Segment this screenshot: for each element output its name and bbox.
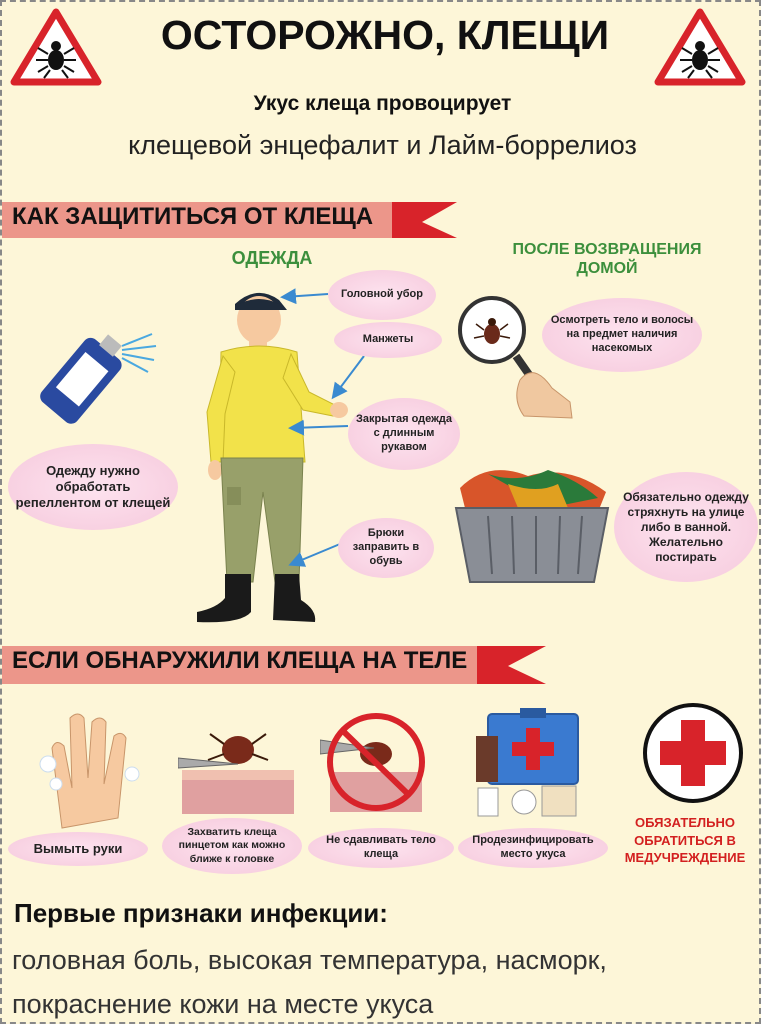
magnifier-tick-icon (454, 292, 574, 422)
step-wash-hands: Вымыть руки (8, 832, 148, 866)
step-doctor: ОБЯЗАТЕЛЬНО ОБРАТИТЬСЯ В МЕДУЧРЕЖДЕНИЕ (624, 815, 746, 866)
section-heading: КАК ЗАЩИТИТЬСЯ ОТ КЛЕЩА (12, 203, 374, 230)
signs-text (12, 938, 607, 1024)
red-cross-icon (640, 700, 746, 806)
spray-can-icon (30, 324, 165, 424)
tweezers-tick-icon (178, 710, 298, 820)
section-banner-found (2, 642, 550, 682)
signs-title: Первые признаки инфекции: (14, 898, 388, 928)
bubble-shake: Обязательно одежду стряхнуть на улице либо в ванной. Желательно постирать (614, 472, 758, 582)
bubble-cuffs: Манжеты (334, 322, 442, 358)
laundry-basket-icon (448, 464, 613, 586)
bubble-sleeves: Закрытая одежда с длинным рукавом (348, 398, 460, 470)
clothing-heading: ОДЕЖДА (231, 248, 313, 268)
no-squeeze-icon (320, 708, 432, 818)
bubble-hat: Головной убор (328, 270, 436, 320)
bubble-trousers: Брюки заправить в обувь (338, 518, 434, 578)
hand-washing-icon (32, 708, 144, 830)
subtitle: клещевой энцефалит и Лайм-боррелиоз (128, 130, 637, 160)
step-tweezers: Захватить клеща пинцетом как можно ближе к головке (162, 818, 302, 874)
first-aid-kit-icon (468, 708, 592, 822)
step-disinfect: Продезинфицировать место укуса (458, 828, 608, 868)
home-heading: ПОСЛЕ ВОЗВРАЩЕНИЯ ДОМОЙ (512, 241, 702, 278)
page-title: ОСТОРОЖНО, КЛЕЩИ (160, 12, 610, 58)
signs-line-1: головная боль, высокая температура, насморк, (12, 945, 607, 975)
bubble-repellent: Одежду нужно обработать репеллентом от клещей (8, 444, 178, 530)
bubble-inspect: Осмотреть тело и волосы на предмет наличия насекомых (542, 298, 702, 372)
subtitle-bold: Укус клеща провоцирует (253, 92, 512, 115)
step-no-squeeze: Не сдавливать тело клеща (308, 828, 454, 868)
signs-line-2: покраснение кожи на месте укуса (12, 989, 434, 1019)
section-heading: ЕСЛИ ОБНАРУЖИЛИ КЛЕЩА НА ТЕЛЕ (12, 647, 468, 674)
